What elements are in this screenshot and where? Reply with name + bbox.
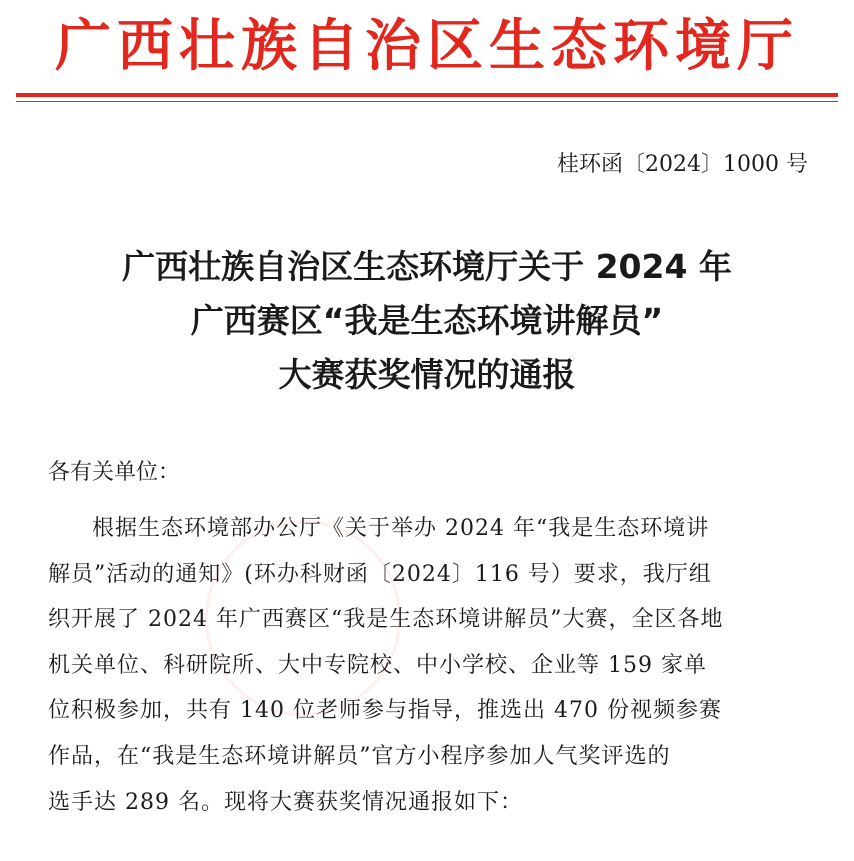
letterhead-rule-thick <box>16 93 838 97</box>
letterhead-org-name: 广西壮族自治区生态环境厅 <box>55 13 799 79</box>
document-number: 桂环函〔2024〕1000 号 <box>557 152 808 177</box>
title-line: 广西赛区“我是生态环境讲解员” <box>190 301 664 340</box>
title-line: 广西壮族自治区生态环境厅关于 2024 年 <box>122 247 732 286</box>
body-line: 作品，在“我是生态环境讲解员”官方小程序参加人气奖评选的 <box>48 743 671 769</box>
letterhead-rule-thin <box>16 101 838 102</box>
body-line: 根据生态环境部办公厅《关于举办 2024 年“我是生态环境讲 <box>92 516 710 541</box>
body-line: 织开展了 2024 年广西赛区“我是生态环境讲解员”大赛，全区各地 <box>48 607 724 633</box>
body-line: 选手达 289 名。现将大赛获奖情况通报如下： <box>48 789 523 815</box>
salutation: 各有关单位： <box>48 460 181 485</box>
body-line: 机关单位、科研院所、大中专院校、中小学校、企业等 159 家单 <box>48 652 707 678</box>
body-paragraph <box>48 506 808 825</box>
body-line: 解员”活动的通知》(环办科财函〔2024〕116 号）要求，我厅组 <box>48 561 712 587</box>
body-line: 位积极参加，共有 140 位老师参与指导，推选出 470 份视频参赛 <box>48 698 722 724</box>
document-title <box>0 240 854 402</box>
title-line: 大赛获奖情况的通报 <box>278 355 576 394</box>
